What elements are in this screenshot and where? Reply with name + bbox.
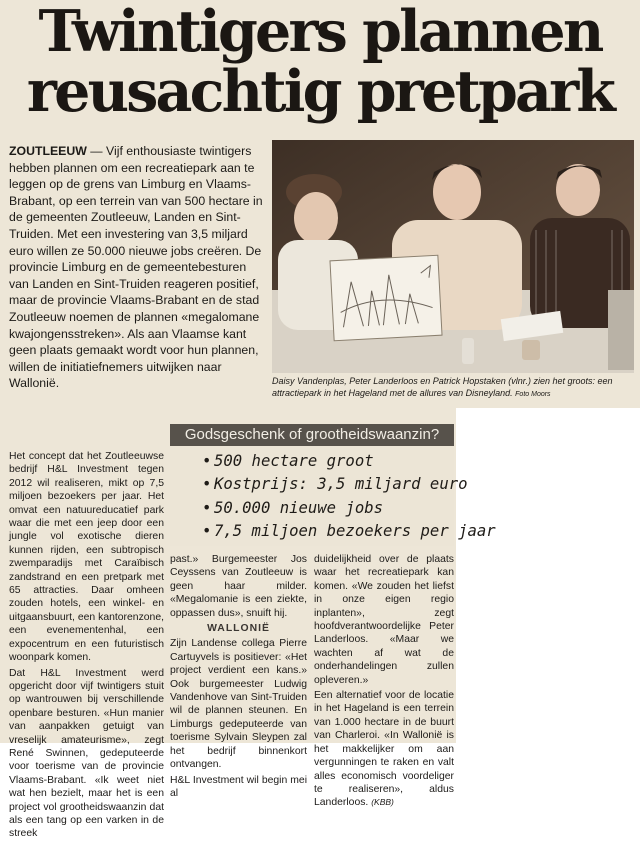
bullet-icon: • xyxy=(202,522,212,541)
factbox xyxy=(170,424,496,546)
body-text: Een alternatief voor de locatie in het Hageland is een terrein van 1.000 hectare in de buurt van Charleroi. «In Wallonië is het makkelijker om aan vergunningen te raken en valt alles economisch voordeliger te realiseren», aldus Landerloos. xyxy=(314,690,454,809)
factbox-item-text: 500 hectare groot xyxy=(214,452,374,470)
factbox-list xyxy=(202,450,496,544)
body-paragraph: Zijn Landense collega Pierre Cartuyvels is positiever: «Het project verdient een kans.» Ook burgemeester Ludwig Vandenhove van Sint-Truiden wil de plannen steunen. En Limburgs gedeputeerde van toerisme Sylvain Sleypen zal het bedrijf binnenkort ontvangen. xyxy=(170,638,307,771)
article-column-1 xyxy=(9,450,164,843)
factbox-item-text: Kostprijs: 3,5 miljard euro xyxy=(214,475,468,494)
body-paragraph: Dat H&L Investment werd opgericht door vijf twintigers stuit op wantrouwen bij verschillende openbare besturen. «Hun manier van aanpakken getuigt van vreselijk amateurisme», zegt René Swinnen, gedeputeerde voor toerisme van de provincie Vlaams-Brabant. «Ik weet niet wat hen bezielt, maar het is een project vol grootheidswaanzin dat als een tang op een varken in de streek xyxy=(9,667,164,840)
body-paragraph: past.» Burgemeester Jos Ceyssens van Zoutleeuw is geen haar milder. «Megalomanie is een ziekte, oppassen dus», snuift hij. xyxy=(170,554,307,619)
article-lead xyxy=(9,143,263,392)
caption-text: Daisy Vandenplas, Peter Landerloos en Patrick Hopstaken (vlnr.) zien het groots: een attractiepark in het Hageland met de allures van Disneyland. xyxy=(272,376,613,398)
photo-caption xyxy=(272,376,634,400)
body-paragraph: Het concept dat het Zoutleeuwse bedrijf H&L Investment tegen 2012 wil realiseren, mikt op 7,5 miljoen bezoekers per jaar. Het omvat een natuureducatief park waar die met een jeep door een jungle vol exotische dieren kunnen rijden, een subtropisch zwemparadijs met Caraïbisch zandstrand en een pretpark met 65 attracties. Daar omheen zouden hotels, een winkel- en uitgaansbuurt, een kantorenzone, een evenementenhal, een expocentrum en een futuristisch woonpark komen. xyxy=(9,451,164,664)
bullet-icon: • xyxy=(202,498,212,517)
body-paragraph xyxy=(314,689,454,810)
bullet-icon: • xyxy=(202,452,212,470)
bullet-icon: • xyxy=(202,475,212,494)
section-subhead: WALLONIË xyxy=(207,623,270,635)
photo-credit: Foto Moors xyxy=(515,390,551,398)
factbox-item-text: 50.000 nieuwe jobs xyxy=(214,498,383,517)
article-headline: Twintigers plannen reusachtig pretpark xyxy=(26,0,614,125)
author-initials: (KBB) xyxy=(371,797,394,808)
article-photo xyxy=(272,140,634,373)
photo-illustration xyxy=(272,140,634,373)
factbox-item xyxy=(202,450,496,473)
factbox-item xyxy=(202,473,496,496)
article-column-2 xyxy=(170,553,307,802)
factbox-item-text: 7,5 miljoen bezoekers per jaar xyxy=(214,522,496,541)
body-paragraph: H&L Investment wil begin mei al xyxy=(170,774,307,799)
lead-text: — Vijf enthousiaste twintigers hebben plannen om een recreatiepark aan te leggen op de grens van Limburg en Vlaams-Brabant, op een terrein van van 500 hectare in de gemeenten Zoutleeuw, Landen en Sint-Truiden. Met een investering van 3,5 miljard euro willen ze 50.000 nieuwe jobs creëren. De provincie Limburg en de gemeentebesturen van Landen en Sint-Truiden reageren positief, maar de provincie Vlaams-Brabant en de stad Zoutleeuw noemen de plannen «megalomane kwajongensstreken». Als aan Vlaamse kant geen plaats gemaakt wordt voor hun plannen, willen de initiatiefnemers uitwijken naar Wallonië. xyxy=(9,144,263,391)
dateline: ZOUTLEEUW xyxy=(9,144,87,158)
body-paragraph: duidelijkheid over de plaats waar het recreatiepark kan komen. «We zouden het liefst in onze eigen regio inplanten», zegt hoofdverantwoordelijke Peter Landerloos. «Maar we wachten af wat de onderhandelingen zullen opleveren.» xyxy=(314,554,454,686)
factbox-item xyxy=(202,520,496,543)
factbox-title: Godsgeschenk of grootheidswaanzin? xyxy=(170,424,454,446)
article-column-3 xyxy=(314,553,454,812)
factbox-item xyxy=(202,497,496,520)
